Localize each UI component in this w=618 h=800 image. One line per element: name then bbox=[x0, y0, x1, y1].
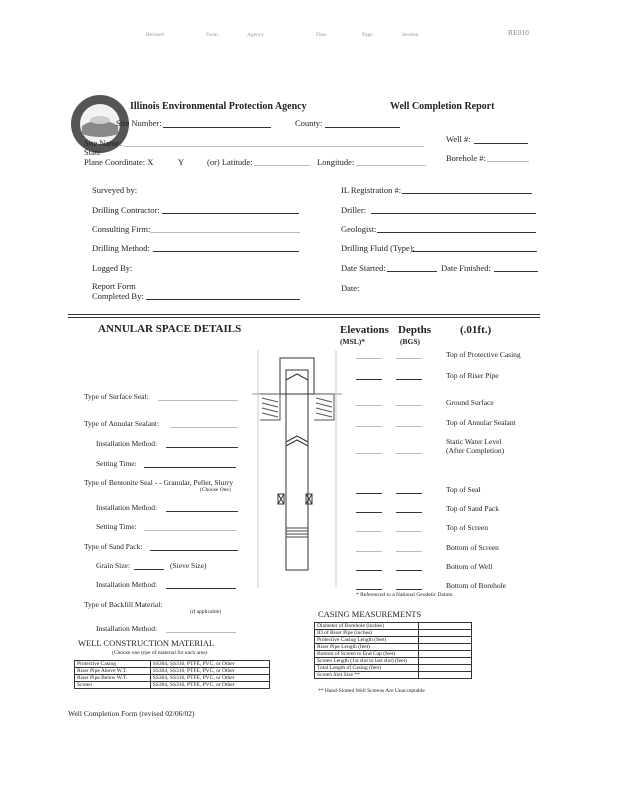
material-options[interactable]: SS304, SS316, PTFE, PVC, or Other bbox=[150, 661, 269, 668]
depth-field[interactable] bbox=[396, 551, 422, 552]
level-label: Top of Sand Pack bbox=[446, 504, 500, 513]
il-registration-label: IL Registration #: bbox=[341, 185, 402, 195]
drilling-contractor-field[interactable] bbox=[162, 213, 299, 214]
surface-seal-label: Type of Surface Seal: bbox=[84, 392, 149, 401]
casing-title: CASING MEASUREMENTS bbox=[318, 609, 422, 619]
backfill-label: Type of Backfill Material: bbox=[84, 600, 163, 609]
well-number-field[interactable] bbox=[474, 143, 528, 144]
casing-value[interactable] bbox=[419, 658, 472, 665]
report-completed-by-field[interactable] bbox=[146, 299, 300, 300]
top-strip-item: Page bbox=[362, 32, 373, 38]
depth-field[interactable] bbox=[396, 405, 422, 406]
casing-value[interactable] bbox=[419, 665, 472, 672]
drilling-fluid-label: Drilling Fluid (Type): bbox=[341, 243, 416, 253]
material-area: Riser Pipe Below W.T. bbox=[75, 675, 151, 682]
construction-subtitle: (Choose one type of material for each area) bbox=[112, 650, 208, 656]
divider bbox=[68, 314, 540, 315]
consulting-firm-field[interactable] bbox=[150, 232, 300, 233]
depth-field[interactable] bbox=[396, 512, 422, 513]
elevation-field[interactable] bbox=[356, 358, 382, 359]
installation-method-label: Installation Method: bbox=[96, 439, 158, 448]
annular-title: ANNULAR SPACE DETAILS bbox=[98, 323, 242, 335]
surveyed-by-label: Surveyed by: bbox=[92, 185, 138, 195]
latitude-field[interactable] bbox=[254, 165, 310, 166]
casing-label: Screen Slot Size ** bbox=[315, 672, 419, 679]
agency-title: Illinois Environmental Protection Agency bbox=[130, 101, 307, 112]
il-registration-field[interactable] bbox=[402, 193, 532, 194]
setting-time-field[interactable] bbox=[144, 530, 236, 531]
grain-size-field[interactable] bbox=[134, 569, 164, 570]
form-revision: Well Completion Form (revised 02/06/02) bbox=[68, 709, 195, 718]
table-row bbox=[315, 651, 472, 658]
top-strip-item: Section bbox=[402, 32, 419, 38]
depth-field[interactable] bbox=[396, 358, 422, 359]
plane-coordinate-label: Plane Coordinate: X bbox=[84, 157, 154, 167]
top-strip-item: Revised bbox=[146, 32, 164, 38]
sand-pack-field[interactable] bbox=[150, 550, 238, 551]
sand-pack-label: Type of Sand Pack: bbox=[84, 542, 143, 551]
well-number-label: Well #: bbox=[446, 134, 471, 144]
material-options[interactable]: SS304, SS316, PTFE, PVC, or Other bbox=[150, 682, 269, 689]
casing-label: Bottom of Screen to End Cap (feet) bbox=[315, 651, 419, 658]
msl-heading: (MSL)* bbox=[340, 337, 365, 346]
elevation-field[interactable] bbox=[356, 570, 382, 571]
installation-method-label: Installation Method: bbox=[96, 580, 158, 589]
casing-value[interactable] bbox=[419, 644, 472, 651]
elevation-field[interactable] bbox=[356, 551, 382, 552]
longitude-label: Longitude: bbox=[317, 157, 355, 167]
material-area: Protective Casing bbox=[75, 661, 151, 668]
form-code: RE010 bbox=[508, 28, 529, 37]
level-label: Top of Annular Sealant bbox=[446, 418, 516, 427]
level-label: Static Water Level bbox=[446, 437, 502, 446]
driller-field[interactable] bbox=[371, 213, 536, 214]
date-started-label: Date Started: bbox=[341, 263, 386, 273]
table-row bbox=[315, 630, 472, 637]
setting-time-field[interactable] bbox=[144, 467, 236, 468]
report-title: Well Completion Report bbox=[390, 101, 495, 112]
site-name-field[interactable] bbox=[124, 146, 424, 147]
depth-field[interactable] bbox=[396, 493, 422, 494]
site-number-label: Site Number: bbox=[116, 118, 162, 128]
table-row bbox=[315, 672, 472, 679]
logged-by-label: Logged By: bbox=[92, 263, 133, 273]
depth-field[interactable] bbox=[396, 531, 422, 532]
surface-seal-field[interactable] bbox=[158, 400, 238, 401]
top-strip-item: Date bbox=[316, 32, 327, 38]
casing-table bbox=[314, 622, 472, 679]
elevation-field[interactable] bbox=[356, 405, 382, 406]
setting-time-label: Setting Time: bbox=[96, 459, 137, 468]
drilling-contractor-label: Drilling Contractor: bbox=[92, 205, 160, 215]
table-row bbox=[75, 682, 270, 689]
depth-field[interactable] bbox=[396, 453, 422, 454]
level-label: Ground Surface bbox=[446, 398, 494, 407]
elevations-heading: Elevations bbox=[340, 324, 389, 336]
level-label: Bottom of Screen bbox=[446, 543, 499, 552]
table-row bbox=[75, 675, 270, 682]
material-options[interactable]: SS304, SS316, PTFE, PVC, or Other bbox=[150, 668, 269, 675]
state-label: State bbox=[84, 147, 101, 157]
date-finished-label: Date Finished: bbox=[441, 263, 491, 273]
table-row bbox=[75, 668, 270, 675]
casing-value[interactable] bbox=[419, 651, 472, 658]
sieve-size-note: (Sieve Size) bbox=[170, 561, 207, 570]
casing-label: Riser Pipe Length (feet) bbox=[315, 644, 419, 651]
precision-heading: (.01ft.) bbox=[460, 324, 492, 336]
elevation-field[interactable] bbox=[356, 379, 382, 380]
elevation-field[interactable] bbox=[356, 426, 382, 427]
depths-heading: Depths bbox=[398, 324, 432, 336]
casing-value[interactable] bbox=[419, 637, 472, 644]
table-row bbox=[315, 658, 472, 665]
level-label: Bottom of Borehole bbox=[446, 581, 506, 590]
installation-method-field[interactable] bbox=[166, 588, 236, 589]
casing-label: Protective Casing Length (feet) bbox=[315, 637, 419, 644]
casing-value[interactable] bbox=[419, 630, 472, 637]
elevation-field[interactable] bbox=[356, 493, 382, 494]
date-label: Date: bbox=[341, 283, 360, 293]
level-label: Top of Screen bbox=[446, 523, 488, 532]
date-finished-field[interactable] bbox=[494, 271, 538, 272]
date-started-field[interactable] bbox=[387, 271, 437, 272]
county-field[interactable] bbox=[325, 127, 400, 128]
table-row bbox=[315, 637, 472, 644]
annular-sealant-field[interactable] bbox=[170, 427, 238, 428]
top-strip-item: Form bbox=[206, 32, 218, 38]
bentonite-seal-label: Type of Bentonite Seal - - Granular, Pellet, Slurry bbox=[84, 478, 234, 487]
table-row bbox=[75, 661, 270, 668]
casing-value[interactable] bbox=[419, 672, 472, 679]
datum-footnote: * Referenced to a National Geodetic Datum bbox=[356, 592, 453, 598]
level-label: Top of Seal bbox=[446, 485, 481, 494]
level-label: (After Completion) bbox=[446, 446, 505, 455]
installation-method-label: Installation Method: bbox=[96, 503, 158, 512]
installation-method-label: Installation Method: bbox=[96, 624, 158, 633]
borehole-number-field[interactable] bbox=[487, 161, 529, 162]
bgs-heading: (BGS) bbox=[400, 337, 421, 346]
geologist-field[interactable] bbox=[377, 232, 536, 233]
depth-field[interactable] bbox=[396, 379, 422, 380]
if-applicable-note: (if applicable) bbox=[190, 609, 221, 615]
county-label: County: bbox=[295, 118, 323, 128]
elevation-field[interactable] bbox=[356, 531, 382, 532]
geologist-label: Geologist: bbox=[341, 224, 377, 234]
elevation-field[interactable] bbox=[356, 512, 382, 513]
site-name-label: Site Name: bbox=[84, 138, 123, 148]
level-label: Top of Protective Casing bbox=[446, 350, 521, 359]
driller-label: Driller: bbox=[341, 205, 367, 215]
well-diagram bbox=[252, 350, 342, 588]
report-completed-by-label: Report Form Completed By: bbox=[92, 281, 144, 301]
installation-method-field[interactable] bbox=[166, 447, 238, 448]
table-row bbox=[315, 623, 472, 630]
casing-label: Total Length of Casing (feet) bbox=[315, 665, 419, 672]
depth-field[interactable] bbox=[396, 570, 422, 571]
y-label: Y bbox=[178, 157, 185, 167]
latitude-label: (or) Latitude: bbox=[207, 157, 253, 167]
material-options[interactable]: SS304, SS316, PTFE, PVC, or Other bbox=[150, 675, 269, 682]
table-row bbox=[315, 644, 472, 651]
drilling-method-field[interactable] bbox=[153, 251, 299, 252]
casing-value[interactable] bbox=[419, 623, 472, 630]
annular-sealant-label: Type of Annular Sealant: bbox=[84, 419, 160, 428]
table-row bbox=[315, 665, 472, 672]
casing-footnote: ** Hand-Slotted Well Screens Are Unacceptable bbox=[318, 688, 425, 694]
setting-time-label: Setting Time: bbox=[96, 522, 137, 531]
material-area: Screen bbox=[75, 682, 151, 689]
casing-label: Screen Length (1st slot to last slot) (feet) bbox=[315, 658, 419, 665]
depth-field[interactable] bbox=[396, 589, 422, 590]
elevation-field[interactable] bbox=[356, 589, 382, 590]
site-number-field[interactable] bbox=[163, 127, 271, 128]
installation-method-field[interactable] bbox=[166, 632, 236, 633]
level-label: Bottom of Well bbox=[446, 562, 493, 571]
top-strip-item: Agency bbox=[247, 32, 265, 38]
elevation-field[interactable] bbox=[356, 453, 382, 454]
consulting-firm-label: Consulting Firm: bbox=[92, 224, 151, 234]
depth-field[interactable] bbox=[396, 426, 422, 427]
longitude-field[interactable] bbox=[356, 165, 426, 166]
drilling-fluid-field[interactable] bbox=[412, 251, 537, 252]
casing-label: Diameter of Borehole (inches) bbox=[315, 623, 419, 630]
construction-title: WELL CONSTRUCTION MATERIAL bbox=[78, 638, 215, 648]
material-area: Riser Pipe Above W.T. bbox=[75, 668, 151, 675]
drilling-method-label: Drilling Method: bbox=[92, 243, 150, 253]
level-label: Top of Riser Pipe bbox=[446, 371, 499, 380]
construction-table bbox=[74, 660, 270, 689]
choose-one-note: (Choose One) bbox=[200, 487, 231, 493]
grain-size-label: Grain Size: bbox=[96, 561, 130, 570]
divider bbox=[68, 317, 540, 318]
installation-method-field[interactable] bbox=[166, 511, 238, 512]
borehole-number-label: Borehole #: bbox=[446, 153, 486, 163]
casing-label: ID of Riser Pipe (inches) bbox=[315, 630, 419, 637]
